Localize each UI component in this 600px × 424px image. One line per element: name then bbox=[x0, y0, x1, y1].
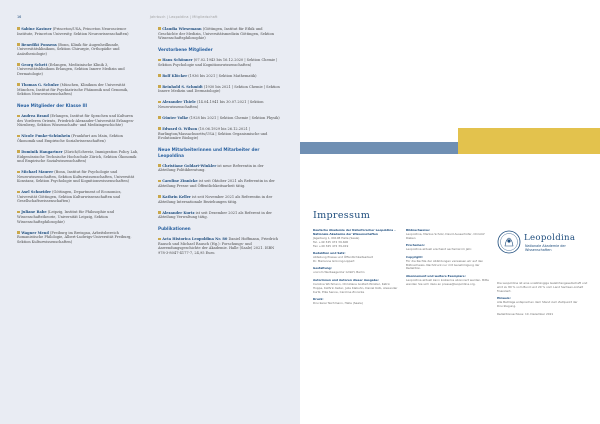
entry-details: (1928 bis 2021 | Sektion Chemie | Sektion Physik) bbox=[188, 115, 280, 120]
impressum-heading: Deutsche Akademie der Naturforscher Leopoldina – Nationale Akademie der Wissenschaften bbox=[313, 228, 396, 236]
bullet-square-icon bbox=[158, 195, 161, 198]
entry-name: Günter Volke bbox=[162, 115, 189, 120]
bullet-square-icon bbox=[158, 180, 161, 183]
member-entry bbox=[17, 170, 140, 184]
entry-name: Juliane Rabe bbox=[21, 210, 47, 215]
entry-name: Nicole Funke-Schünhein bbox=[21, 134, 71, 139]
section-heading-deceased: Verstorbene Mitglieder bbox=[158, 47, 213, 53]
publication-entry bbox=[158, 237, 282, 255]
staff-entry bbox=[158, 195, 282, 204]
entry-details: (14.04.1941 bis 30.07.2021 | Sektion Neurowissenschaften) bbox=[158, 100, 264, 109]
impressum-block bbox=[406, 229, 490, 241]
member-entry bbox=[17, 27, 140, 36]
impressum-line: Für die Rechte der Abbildungen verweisen wir auf den Bildnachweis. Nachdruck nur mit Genehmigung der Redaktion. bbox=[406, 258, 484, 271]
bullet-square-icon bbox=[158, 85, 161, 88]
bullet-square-icon bbox=[17, 115, 20, 118]
entry-details: (Leipzig, Institut für Philosophie und Wissenschaftstheorie, Universität Leipzig, Sektion Wissenschaftsphilosophie) bbox=[17, 210, 115, 224]
entry-details: (Freiburg im Breisgau, Arbeitsbereich Romanistische Philologie, Albert-Ludwigs-Universität Freiburg, Sektion Kulturwissenschaften) bbox=[17, 230, 132, 244]
entry-name: Caroline Zinnicke bbox=[162, 179, 198, 184]
entries-top-2 bbox=[158, 27, 282, 41]
impressum-heading: Druck: bbox=[313, 297, 324, 302]
logo-subtitle: Nationale Akademie der Wissenschaften bbox=[525, 244, 566, 253]
bullet-square-icon bbox=[17, 43, 20, 46]
impressum-heading: Gestaltung: bbox=[313, 266, 332, 271]
impressum-title: Impressum bbox=[313, 210, 371, 221]
impressum-heading: Hinweis: bbox=[497, 296, 511, 301]
deceased-list bbox=[158, 58, 282, 140]
bullet-square-icon bbox=[158, 238, 161, 241]
impressum-heading: Copyright: bbox=[406, 254, 423, 259]
impressum-line: unicom Werbeagentur GmbH, Berlin bbox=[313, 270, 365, 275]
entry-details: (1930 bis 2021 | Sektion Chemie | Sektion Innere Medizin und Dermatologie) bbox=[158, 84, 280, 94]
impressum-block bbox=[497, 313, 589, 317]
deceased-entry bbox=[158, 58, 282, 67]
impressum-line: Druckerei Teichmann, Halle (Saale) bbox=[313, 300, 363, 305]
impressum-block bbox=[313, 298, 399, 306]
entry-name: Christiane Goldart-Winkler bbox=[162, 163, 217, 168]
impressum-column-c bbox=[497, 282, 589, 320]
publication-title: Acta Historica Leopoldina Nr. 80 bbox=[162, 237, 228, 242]
member-entry bbox=[17, 83, 140, 97]
entry-name: Alexander Kurtz bbox=[162, 210, 195, 215]
entry-name: Sabine Kastner bbox=[21, 27, 52, 31]
left-column-1 bbox=[17, 27, 140, 251]
bullet-square-icon bbox=[17, 63, 20, 66]
running-head: Jahrbuch | Leopoldina | Mitgliedschaft bbox=[150, 15, 218, 19]
member-entry bbox=[17, 114, 140, 128]
entry-details: (07.02.1943 bis 16.12.2020 | Sektion Chemie | Sektion Psychologie und Kognitionswissenschaften) bbox=[158, 58, 278, 67]
impressum-block bbox=[497, 282, 589, 294]
entry-name: Rolf Klöcker bbox=[162, 73, 188, 78]
bullet-square-icon bbox=[158, 27, 161, 30]
left-column-2 bbox=[158, 27, 282, 262]
impressum-line: Leopoldina aktuell erscheint sechsmal im Jahr. bbox=[406, 247, 473, 252]
entry-name: Michael Maurer bbox=[21, 170, 54, 175]
impressum-line: Die Leopoldina ist eine unabhängige Gelehrtengesellschaft und wird zu 80 % vom Bund und 20 % vom Land Sachsen-Anhalt finanziert. bbox=[497, 281, 588, 293]
entry-details: (Erlangen, Institut für Sprachen und Kulturen des Vorderen Orients, Friedrich-Alexander-Universität Erlangen-Nürnberg, Sektion Wissenschafts- und Medizingeschichte) bbox=[17, 114, 134, 128]
entry-name: Benedikt Ponsens bbox=[21, 42, 57, 47]
staff-entry bbox=[158, 179, 282, 188]
gold-bar-lower bbox=[458, 142, 600, 154]
entry-details: (Bonn, Klinik für Augenheilkunde, Universitätsklinikum, Sektion Chirurgie, Orthopädie und Anästhesiologie) bbox=[17, 42, 120, 56]
entries-bottom-1 bbox=[17, 114, 140, 244]
leopoldina-logo bbox=[497, 230, 583, 260]
entry-details: (1936 bis 2021 | Sektion Mathematik) bbox=[187, 73, 257, 78]
member-entry bbox=[17, 210, 140, 224]
entry-name: Claudia Wiesemann bbox=[162, 27, 202, 31]
entry-details: (Göttingen, Institut für Ethik und Geschichte der Medizin, Universitätsmedizin Göttingen, Sektion Wissenschaftsphilosophie) bbox=[158, 27, 274, 41]
entries-top-1 bbox=[17, 27, 140, 97]
entry-details: ist seit Dezember 2021 als Referent in der Abteilung Verwaltung tätig. bbox=[158, 210, 272, 220]
impressum-column-a bbox=[313, 229, 399, 309]
impressum-line: Fax +49 345 472 39-919 bbox=[313, 243, 349, 248]
bullet-square-icon bbox=[17, 83, 20, 86]
entry-name: Andrea Brand bbox=[21, 114, 49, 119]
impressum-heading: Bildnachweise: bbox=[406, 228, 431, 232]
entry-details: (10.06.1929 bis 26.12.2021 | Burlington/Massachusetts/USA | Sektion Organismische und Evolutionäre Biologie) bbox=[158, 126, 268, 141]
entry-name: Hans Schönner bbox=[162, 58, 193, 63]
impressum-heading: Autorinnen und Autoren dieser Ausgabe: bbox=[313, 277, 379, 282]
entry-name: Axel Schneider bbox=[21, 190, 51, 195]
deceased-entry bbox=[158, 116, 282, 121]
staff-entry bbox=[158, 211, 282, 220]
bullet-square-icon bbox=[17, 150, 20, 153]
gold-bar bbox=[458, 128, 600, 142]
entry-details: (München, Klinikum der Universität München, Institut für Psychiatrische Phänomik und Genomik, Sektion Neurowissenschaften) bbox=[17, 82, 129, 97]
impressum-heading: Abonnement und weitere Exemplare: bbox=[406, 273, 466, 278]
impressum-line: Tel. +49 345 472 39-600 bbox=[313, 239, 349, 244]
impressum-block bbox=[406, 275, 490, 287]
impressum-line: Abteilung Presse und Öffentlichkeitsarbeit bbox=[313, 255, 373, 260]
entry-details: (Erlangen, Medizinische Klinik 3, Universitätsklinikum Erlangen, Sektion Innere Medizin und Dermatologie) bbox=[17, 62, 125, 76]
member-entry bbox=[17, 63, 140, 77]
impressum-block bbox=[313, 279, 399, 295]
entry-details: (Zürich/Schweiz, Immigration Policy Lab, Eidgenössische Technische Hochschule Zürich, Sektion Ökonomik und Empirische Sozialwissenschaften) bbox=[17, 149, 139, 164]
entry-name: Reinhold S. Schmidt bbox=[162, 84, 203, 89]
leopoldina-seal-icon bbox=[497, 230, 521, 254]
bullet-square-icon bbox=[158, 101, 161, 104]
member-entry bbox=[17, 150, 140, 164]
bullet-square-icon bbox=[17, 135, 20, 138]
impressum-line: Alle Beiträge entsprechen dem Stand zum Zeitpunkt der Drucklegung. bbox=[497, 300, 578, 309]
section-heading-klasse-3: Neue Mitglieder der Klasse III bbox=[17, 103, 88, 109]
member-entry bbox=[17, 134, 140, 143]
deceased-entry bbox=[158, 85, 282, 94]
impressum-block bbox=[497, 297, 589, 309]
member-entry bbox=[17, 190, 140, 204]
bullet-square-icon bbox=[17, 231, 20, 234]
impressum-column-b bbox=[406, 229, 490, 290]
color-bars bbox=[300, 128, 600, 158]
member-entry bbox=[158, 27, 282, 41]
entry-details: ist seit November 2021 als Referentin in der Abteilung Internationale Beziehungen tätig. bbox=[158, 194, 273, 204]
section-heading-staff: Neue Mitarbeiterinnen und Mitarbeiter der Leopoldina bbox=[158, 147, 260, 158]
deceased-entry bbox=[158, 127, 282, 141]
entry-name: Edward O. Wilson bbox=[162, 126, 198, 131]
bullet-square-icon bbox=[158, 164, 161, 167]
entry-details: (Bonn, Institut für Psychologie und Neurowissenschaften, Sektion Kulturwissenschaften, Universität Konstanz, Sektion Psychologie und Kognitionswissenschaften) bbox=[17, 170, 135, 184]
impressum-line: Redaktionsschluss: 10. Dezember 2021 bbox=[497, 311, 554, 316]
entry-name: Thomas G. Schulze bbox=[21, 82, 59, 87]
impressum-heading: Redaktion und Satz: bbox=[313, 251, 346, 256]
section-heading-publications: Publikationen bbox=[158, 226, 191, 232]
bullet-square-icon bbox=[158, 59, 161, 62]
entry-details: ist neue Referentin in der Abteilung Politikberatung. bbox=[158, 163, 264, 173]
logo-name: Leopoldina bbox=[524, 233, 576, 243]
impressum-heading: Erscheinen: bbox=[406, 243, 425, 248]
impressum-line: Leopoldina aktuell kann kostenlos abonniert werden. Bitte wenden Sie sich dazu an presse@leopoldina.org. bbox=[406, 277, 489, 286]
bullet-square-icon bbox=[158, 116, 161, 119]
entry-name: Alexander Thiele bbox=[162, 100, 196, 105]
page-number: 16 bbox=[17, 15, 22, 19]
member-entry bbox=[17, 231, 140, 245]
impressum-block bbox=[313, 267, 399, 275]
deceased-entry bbox=[158, 74, 282, 79]
bullet-square-icon bbox=[17, 191, 20, 194]
impressum-line: Caroline Wichmann, Christiane Goldart-Winkler, Katrin Hoppe, Kathrin Keller, Julia Klabuhn, Daniel Kolb, Alexander Kurtz, Elke Senne, Caroline Zinnicke bbox=[313, 281, 398, 294]
staff-list bbox=[158, 164, 282, 220]
entry-details: (Frankfurt am Main, Sektion Ökonomik und Empirische Sozialwissenschaften) bbox=[17, 134, 123, 143]
entry-name: Kathrin Keller bbox=[162, 194, 191, 199]
staff-entry bbox=[158, 164, 282, 173]
entry-name: Dominik Hangartner bbox=[21, 149, 63, 154]
impressum-block bbox=[313, 252, 399, 264]
bullet-square-icon bbox=[17, 211, 20, 214]
bullet-square-icon bbox=[158, 127, 161, 130]
publication-details: Daniel Hoffmann, Friedrich Rausch und Michael Rausch (Hg.): Forschungs- und Anwendungsgeschichte der Akademie. Halle (Saale) 2021. ISBN 978-3-8047-4177-7, 24,95 Euro. bbox=[158, 237, 279, 256]
bullet-square-icon bbox=[17, 27, 20, 30]
entry-details: (Göttingen, Department of Economics, Universität Göttingen, Sektion Kulturwissenschaften und Gesellschaftswissenschaften) bbox=[17, 190, 122, 204]
bullet-square-icon bbox=[158, 74, 161, 77]
impressum-line: Leopoldina, Markus Scholz, David Ausserhofer, Christof Rieken bbox=[406, 231, 485, 240]
impressum-block bbox=[406, 256, 490, 272]
entry-name: Georg Schett bbox=[21, 62, 48, 67]
entry-details: ist seit Oktober 2021 als Referentin in der Abteilung Presse und Öffentlichkeitsarbeit tätig. bbox=[158, 179, 275, 188]
impressum-block bbox=[406, 244, 490, 252]
impressum-block bbox=[313, 229, 399, 249]
blue-bar bbox=[300, 142, 458, 154]
impressum-line: Jägerberg 1, 06108 Halle (Saale) bbox=[313, 235, 360, 240]
member-entry bbox=[17, 43, 140, 57]
bullet-square-icon bbox=[158, 211, 161, 214]
impressum-line: Dr. Marianne Grüning-Lippert bbox=[313, 258, 355, 263]
deceased-entry bbox=[158, 100, 282, 109]
entry-details: (Princeton/USA, Princeton Neuroscience Institute, Princeton University, Sektion Neurowissenschaften) bbox=[17, 27, 129, 36]
bullet-square-icon bbox=[17, 171, 20, 174]
entry-name: Wagner Mend bbox=[21, 230, 49, 235]
